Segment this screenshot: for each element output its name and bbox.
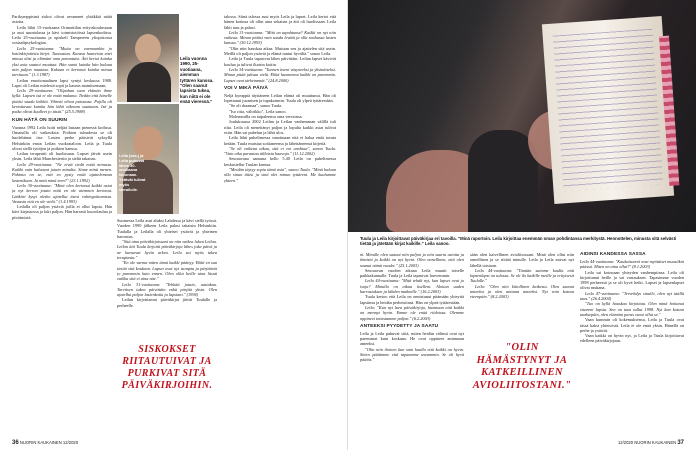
quote-paragraph: "En ole varma miten tämä kaikki päättyy. Ehkä en saa tietää sitä koskaan. Lapset ovat nyt isompia ja pärjäävät jo paremmin kuin ennen. Olen ollut heille aina läsnä vaikka sitä ei aina näe."	[117, 260, 217, 282]
left-column-2	[117, 218, 217, 336]
paragraph: talossa. Siinä talossa asui myös Leila ja lapset. Leila kertoi että hänen kotinsa oli ollut aina sekaisin ja äiti oli huolissaan. Leila lähti taas ja palasi.	[224, 14, 336, 30]
paragraph: Leila lähti 15-vuotiaana Orimattilan erityiskoulustaan ja asui asuntolassa ja kävi toimistotöissä lapsenkodissa. Leila 25-vuotiaana ja opiskeli Tampereen yliopistossa sosiaalipsykologiaa.	[12, 24, 112, 46]
paragraph: "Olin niin hauskaa aikaa. Muistan sen ja ajattelen sitä usein. Meillä oli paljon ystäviä ja elämä tuntui hyvältä." sanoo Leila.	[224, 45, 336, 57]
pull-quote: SISKOKSET RIITAUTUIVAT JA PURKIVAT SITÄ PÄIVÄKIRJOIHIN.	[121, 344, 213, 391]
paragraph: Seuraavan vuoden aikana Leila muutti toiselle paikkakunnalle. Tuula ja Leila tapasivat harvemmin.	[360, 267, 464, 279]
paragraph: "Se oli draamaa", sanoo Tuula.	[229, 103, 283, 109]
quote-paragraph: "Tuo on kyllä hauskaa kirjoittaa. Olen minä hoitanut sisareni lapsia. Sen on taas tullut 1998. Nyt kun katson taaksepäin, olen elämäni paras vuosi ollut se."	[580, 301, 684, 317]
paragraph: Leilan kirjoittamat päiväkirjat jäivät Tuulalle ja perheelle.	[117, 297, 217, 308]
paragraph: Seuraavana aamuna kello 5.40 Leila on puhelimessa keskustellut Tuulan kanssa.	[224, 156, 336, 167]
paragraph: Suomessa Leila asui aluksi Lahdessa ja kävi siellä työssä. Vuoden 1990 jälkeen Leila palasi takaisin Helsinkiin. Tuulalla ja Leilalla oli yhteiset ystävät ja yhteinen harrastus.	[117, 218, 217, 239]
right-column-3	[580, 252, 684, 436]
right-column-1	[360, 252, 464, 436]
magazine-name: NUORIN KAUKAINEN	[634, 440, 677, 445]
page-tabs	[659, 36, 679, 186]
paragraph: Leilan terapeutti oli huolissaan. Lapset jäivät usein yksin. Leila lähti Manchesteriin ja sieltä takaisin.	[12, 151, 112, 162]
paragraph: Leila lähti puhelimessa sanottuaan että ei halua enää tavata ketään. Tuula muistaa soittaneensa ja lähettäneensä kirjeitä.	[224, 135, 336, 146]
paragraph: "Iso riita, välirikko", Leila sanoo.	[229, 108, 287, 114]
quote-paragraph: Leila 25-vuotiaana: "Muita on varmaankin jo kotiinkirjoitettu kirjet. Tunnustan. Kanssa haaveisin ettei minua olisi ja elämäni oma parantuisi. Äiti kertoi kuinka yksi asia saattoi muuttaa. Hän sanoi kuinka hän haluaa niin paljon muuttaa. Kukaan ei kertonut kuinka minua tarvitaan." (1.3.1987)	[12, 45, 112, 78]
paragraph: Tuula kertoo että Leila on onnistunut pitämään yhteyttä lapsiinsa ja heidän perheisiinsä. Hän on ylpeä tyttärestään.	[360, 294, 464, 305]
photo-caption-2: Leila (vas.) ja Leila puhuvat lähes 30-vuotiaana kotonaan. Ystävät tulivat myös vierailulle.	[119, 153, 146, 192]
quote-paragraph: Leila 47-vuotiaana: "Tervehdys sinulle, olen nyt täällä taas." (26.4.2004)	[580, 290, 684, 302]
paragraph: Vuonna 1992 Leila hoiti neljää lastaan pienessä kodissa. Omaisilla oli vaikeuksia. Poikien taloudesta se oli huolehtinut itse. Lasten perhe pääsivät syksyllä Helsinkiin ensin Leilan vuokrataloon. Leila ja Tuula olivat siellä tyttöjen ja poikien kanssa.	[12, 124, 112, 151]
face-shape	[135, 34, 161, 64]
magazine-name: NUORIN KAUKAINEN	[19, 440, 62, 445]
issue-number: 12/2020	[617, 440, 634, 445]
quote-paragraph: Leila 29-vuotiaana: "Olipahan tuon elämän ihme kyllä. Lapsen isä ei ole enää mukana. Tiedän että hänelle pitäisi saada leikkiä. Vihreät olivat puistossa. Pojilla oli kertottavaa kuinka hän lähti oikeaan suuntaan. Isä ja poika olivat kuulleet jo tästä." (25.5.1988)	[12, 88, 112, 115]
handwriting-lines	[553, 29, 664, 192]
paragraph: Vaan kummin oli kokemuksensa, Leila ja Tuula ovat tässä kaksi yhteisöstä. Leila ei ole enää yksin. Hänellä on perhe ja ystävät.	[580, 317, 684, 333]
left-column-1	[12, 14, 112, 434]
section-heading: KUN HÄTÄ ON SUURIN	[12, 117, 68, 123]
quote-paragraph: Leila 29-vuotiaana: "Ne eivät tiedä enää minusta. Kaikki vain haluavat jotain minulta. Sinne minä menen. Pahinta on se, että en pysty enää ajattelemaan lastenikaan. Ja mitä minä teen?" (23.1.1992)	[12, 161, 112, 183]
quote-paragraph: "Sitä aina päiväkirjoissani on niin vaikea lukea Leilaa. Leilan äiti Tuula kirjoitti päiväkirjoja lähes joka päivä ja ne kuvaavat hyvin arkea. Leila sai myös tukea terapiasta."	[117, 239, 217, 261]
quote-paragraph: Leila: "Kun nyt luen päiväkirjoja, huomaan että kaikki on mennyt hyvin. Emme ole enää riidoissa. Olemme oppineet toisistamme paljon." (6.2.2003)	[360, 304, 464, 321]
quote-paragraph: "Se oli vaikeaa aikaa, sitä ei voi unohtaa", sanoo Tuula. "Vain aika parantaa tällaisia haavoja." (11.12.2002)	[224, 145, 336, 157]
section-heading: VOI V MIKÄ PÄIVÄ	[224, 85, 268, 91]
quote-paragraph: Leila 31-vuotiaana: "Tehkää jotain, auttakaa. Tarvitsen tukea päivittäin enkä pärjää yksin. Olen ajatellut paljon lastenkotia ja lapsiani." (1994)	[117, 281, 217, 298]
photo-caption: Tuula ja Leila kirjoittavat päiväkirjaa eri tavoilla. "Minä raportoin. Leila kirjoittaa enemmän oman pohdintansa merkitystä. Hennottelen, minusta sitä selvästi tietää ja jätetään kirjat kaikille." Leila sanoo.	[360, 236, 677, 247]
paragraph: Leilan emotionaalinen lapsi syntyi keskussa 1988. Lapsi oli Leilan mielestä sopii ja kaunis mainitsemaan.	[12, 77, 112, 88]
paragraph: Leilalla oli paljon ystäviä joilla ei ollut lapsia. Hän kävi kirjastossa ja luki paljon. Hän harrasti kuorolaulua ja piirtämistä.	[12, 204, 112, 220]
photo-caption: Leila vuonna 1990, 25-vuotiaana, aiemman tyttären kanssa. "Olen saanut lapsista tukea, kun niitä ei ole enää vieressä."	[180, 56, 214, 105]
section-heading: ANTEEKSI PYYDETTY JA SAATU	[360, 323, 439, 329]
portrait-photo	[117, 14, 179, 102]
page-number: 37	[677, 440, 684, 446]
quote-paragraph: Leila 44-vuotiaana: "Mitä tehdä nyt, kun lapset ovat jo isoja? Minulla on aikaa itselleni. Aloitan uuden harrastuksen ja lähden matkoille." (16.2.2003)	[360, 278, 464, 295]
paragraph: Parikymppisinä siskot olivat arvanneet yhtäkkiä näitä asioita.	[12, 14, 112, 25]
paragraph: Leila sai kotonaan yhteyden vanhempiinsa. Leila oli kirjoittanut heille ja sai vastauksen. Tapasimme vuoden 1998 perheessä ja se oli hyvä hetki. Lapset ja lapsenlapset olivat mukana.	[580, 269, 684, 291]
diary-pages	[542, 16, 674, 204]
page-footer-right	[618, 440, 684, 446]
quote-paragraph: ni. Minulle olen saanut niin paljon ja niin suuria asioita ja ihmisiä ja kaikki on nyt hyvin. Olen onnellinen, että olen saanut nämä vuodet." (25.1.2003)	[360, 252, 464, 268]
quote-paragraph: Leila 44-vuotiaana: "Tänään saimme kuulla että lapsenlapsi on tulossa. Se oli ilo kaikille meille ja erityisesti Tuulalle."	[470, 267, 574, 284]
quote-paragraph: Leila 30-vuotiaana: "Minä olen kertonut kaikki asiat ja nyt kerron jotain mitä en ole aiemmin kertonut. Lääkäri kysyi oletko ajatellut itsesi vahingoittamista. Vastasin että en ole vielä." (1.4.1993)	[12, 182, 112, 204]
paragraph: Leila ja Leila puhuvat siitä, miten heidän välinsä ovat nyt paremmat kuin koskaan. He ovat oppineet antamaan anteeksi.	[360, 330, 464, 347]
quote-paragraph: Leila 34-vuotiaana: "Tunnen itseni väsyneeksi ja yksinäiseksi. Minun pitää jaksaa vielä. Ehkä huomenna kaikki on paremmin. Lapset ovat tärkeimmät." (24.8.2000)	[224, 66, 336, 83]
paragraph: Leila ja Tuula tapasivat lähes päivittäin. Leilan lapset kävivät koulua ja tulivat iltaisin kotiin.	[224, 56, 336, 67]
paragraph: sään olen kaivellinen aviolittossani. Minä olen ollut niin onnellinen ja se riittää minulle. Leila ja Leila asuvat nyt lähellä toisiaan.	[470, 252, 574, 268]
hands-with-diary-photo	[348, 0, 696, 232]
pull-quote: "OLIN HÄMÄSTYNYT JA KATKEILLINEN AVIOLIITOSTANI."	[472, 342, 572, 391]
paragraph: Vaan kaikki on hyvin nyt, ja Leila ja Tuula kirjoittavat edelleen päiväkirjojaan.	[580, 333, 684, 344]
paragraph: Joulukuussa 2002 Leilan ja Leilan vanhemman välillä tuli riita. Leila oli menettänyt paljon ja lopulta kaikki asiat tulivat esiin. Hän sai puhelun ja lähti ulos.	[224, 119, 336, 135]
quote-paragraph: Leila 31-vuotiaana: "Mitä on tapahtunut? Kaikki on nyt niin vaikeaa. Minun pitäisi vain saada levätä ja olla rauhassa lasten kanssa." (30.12.1993)	[224, 29, 336, 46]
right-page	[348, 0, 696, 450]
issue-number: 12/2020	[62, 440, 79, 445]
quote-paragraph: Leila 44-vuotiaana: "Kaukaisuteni ovat myötäiset muusiikin päässä. Miten on aina ollut?" (8.1.2003)	[580, 259, 684, 270]
body-shape	[127, 62, 171, 102]
quote-paragraph: "Olin niin iloinen kun sain kuulla että kaikki on hyvin. Sitten päätimme että tapaamme useammin. Se oli hyvä päätös."	[360, 346, 464, 363]
quote-paragraph: Leila: "Olen niin kiitollinen kaikesta. Olen saanut anteeksi ja olen antanut anteeksi. Nyt voin katsoa eteenpäin." (8.2.2003)	[470, 283, 574, 300]
page-number: 36	[12, 440, 19, 446]
section-heading: ÄIDINSI KANDESSA SÄSSÄ	[580, 252, 646, 257]
paragraph: Neljä kymppiä täyttäneen Leilan elämä oli muuttunut. Hän oli lopettanut juomisen ja tupakoinnin. Tuula oli ylpeä tyttärestään.	[224, 92, 336, 104]
page-footer-left	[12, 440, 78, 446]
paragraph: Molemmilla on taipaleensa oma versionsa.	[229, 114, 303, 120]
left-column-3	[224, 14, 336, 434]
right-column-2	[470, 252, 574, 332]
quote-paragraph: "Meidän täytyy sopia tämä asia", sanoo Tuula. "Minä haluan olla sinun äitisi ja sinä olet minun tyttäreni. Me kuulumme yhteen."	[224, 167, 336, 183]
